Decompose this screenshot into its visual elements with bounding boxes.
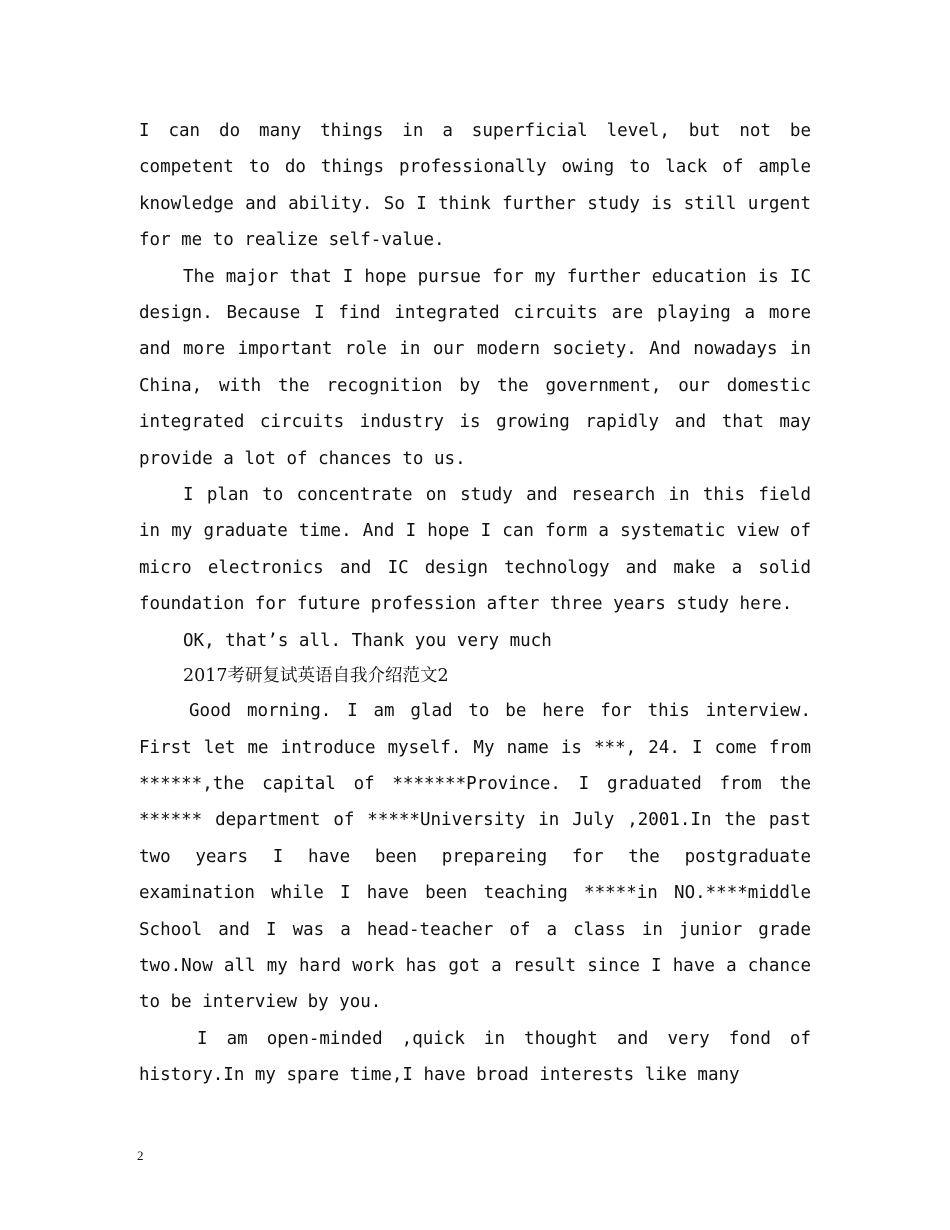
- paragraph-closing: OK, that’s all. Thank you very much: [183, 630, 552, 651]
- paragraph-major: The major that I hope pursue for my further education is IC design. Because I find integrated circuits are playing a more and more important role in our modern society. And nowadays in China, with the recognition by the government, our domestic integrated circuits industry is growing rapidly and that may provide a lot of chances to us.: [139, 266, 811, 469]
- section-heading: 2017考研复试英语自我介绍范文2: [183, 666, 449, 687]
- page-number: 2: [137, 1148, 144, 1163]
- paragraph-continuation: I can do many things in a superficial level, but not be competent to do things professionally owing to lack of ample knowledge and ability. So I think further study is still urgent for me to realize self-value.: [139, 121, 811, 251]
- paragraph-introduction: Good morning. I am glad to be here for this interview. First let me introduce myself. My name is ***, 24. I come from ******,the capital of *******Province. I graduated from the ****** department of *****University in July ,2001.In the past two years I have been prepareing for the postgraduate examination while I have been teaching *****in NO.****middle School and I was a head-teacher of a class in junior grade two.Now all my hard work has got a result since I have a chance to be interview by you.: [139, 701, 811, 1013]
- paragraph-personality: I am open-minded ,quick in thought and very fond of history.In my spare time,I have broad interests like many: [139, 1028, 811, 1086]
- document-body: [139, 113, 811, 1094]
- paragraph-plan: I plan to concentrate on study and research in this field in my graduate time. And I hope I can form a systematic view of micro electronics and IC design technology and make a solid foundation for future profession after three years study here.: [139, 485, 811, 615]
